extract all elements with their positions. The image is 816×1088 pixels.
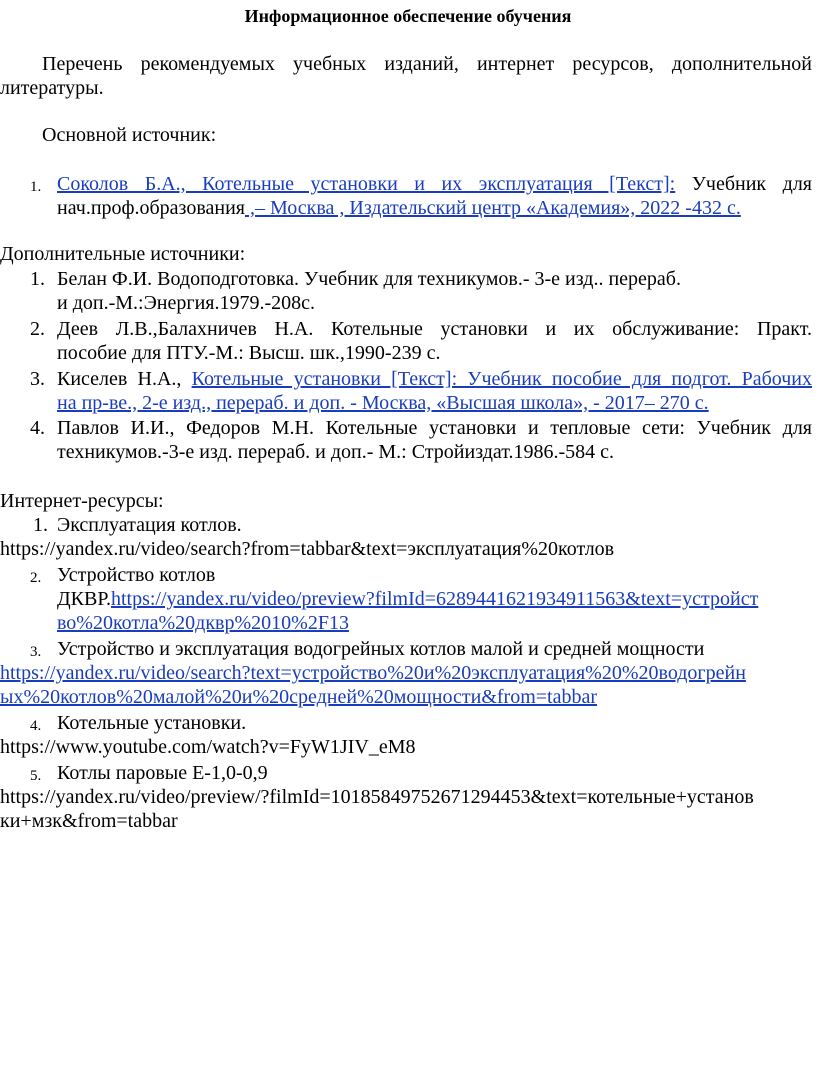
internet-item-link[interactable]: https://yandex.ru/video/preview?filmId=6289441621934911563&text=устройст [110,588,759,610]
internet-item-url: https://yandex.ru/video/search?from=tabbar&text=эксплуатация%20котлов [0,538,615,560]
internet-item-number: 2. [30,570,42,586]
internet-item-title: Устройство котлов [57,564,216,586]
page-title: Информационное обеспечение обучения [244,6,572,26]
additional-item-line: и доп.-М.:Энергия.1979.-208с. [57,292,316,314]
internet-item-title: Эксплуатация котлов. [57,514,242,536]
internet-item-url: ки+мзк&from=tabbar [0,810,178,832]
internet-item-title: Устройство и эксплуатация водогрейных котлов малой и средней мощности [57,638,705,660]
internet-item-line [57,588,758,612]
internet-resources-heading: Интернет-ресурсы: [0,490,164,512]
additional-item-link[interactable]: Котельные установки [Текст]: Учебник пособие для подгот. Рабочих [191,368,813,390]
internet-item-number: 4. [30,718,42,734]
additional-item-line: Белан Ф.И. Водоподготовка. Учебник для техникумов.- 3-е изд.. перераб. [57,268,681,290]
main-item-link[interactable]: Соколов Б.А., Котельные установки и их эксплуатация [Текст]: [57,173,676,195]
main-source-heading: Основной источник: [42,124,217,146]
main-item-text: Учебник для [691,173,812,195]
additional-item-line: пособие для ПТУ.-М.: Высш. шк.,1990-239 с. [57,342,441,364]
additional-item-number: 4. [30,417,45,439]
internet-item-url: https://yandex.ru/video/preview/?filmId=10185849752671294453&text=котельные+установ [0,786,754,808]
internet-item-text: ДКВР. [57,588,111,610]
main-item-line2-text: нач.проф.образования [57,197,245,219]
internet-item-line [57,612,349,636]
main-item-line2-link[interactable]: ,– Москва , Издательский центр «Академия», 2022 -432 с. [245,197,741,219]
internet-item-number: 3. [30,644,42,660]
internet-item-link[interactable]: ых%20котлов%20малой%20и%20средней%20мощности&from=tabbar [0,686,598,708]
internet-item-link[interactable]: во%20котла%20дквр%2010%2F13 [57,612,349,634]
additional-item-link[interactable]: на пр-ве., 2-е изд., перераб. и доп. - Москва, «Высшая школа», - 2017– 270 с. [57,392,709,414]
internet-item-url: https://www.youtube.com/watch?v=FyW1JIV_eM8 [0,736,416,758]
internet-item-title: Котлы паровые Е-1,0-0,9 [57,762,268,784]
additional-sources-heading: Дополнительные источники: [0,243,246,265]
additional-item-line [57,392,709,416]
additional-item-line [57,368,812,392]
internet-item-link[interactable]: https://yandex.ru/video/search?text=устройство%20и%20эксплуатация%20%20водогрейн [0,662,746,684]
additional-item-number: 3. [30,368,45,390]
additional-item-line: Павлов И.И., Федоров М.Н. Котельные установки и тепловые сети: Учебник для [57,417,812,439]
internet-item-number: 1. [33,514,48,536]
additional-item-number: 2. [30,318,45,340]
additional-item-number: 1. [30,268,45,290]
internet-item-line [0,686,597,710]
main-item-number: 1. [30,179,42,195]
internet-item-title: Котельные установки. [57,712,247,734]
internet-item-line [0,662,746,686]
main-item-line1 [57,173,812,197]
internet-item-number: 5. [30,768,42,784]
additional-item-line: Деев Л.В.,Балахничев Н.А. Котельные установки и их обслуживание: Практ. [57,318,812,340]
main-item-line2 [57,197,741,221]
additional-item-text: Киселев Н.А., [57,368,182,390]
additional-item-line: техникумов.-3-е изд. перераб. и доп.- М.: Стройиздат.1986.-584 с. [57,441,615,463]
intro-paragraph: Перечень рекомендуемых учебных изданий, интернет ресурсов, дополнительной литературы. [0,53,812,99]
